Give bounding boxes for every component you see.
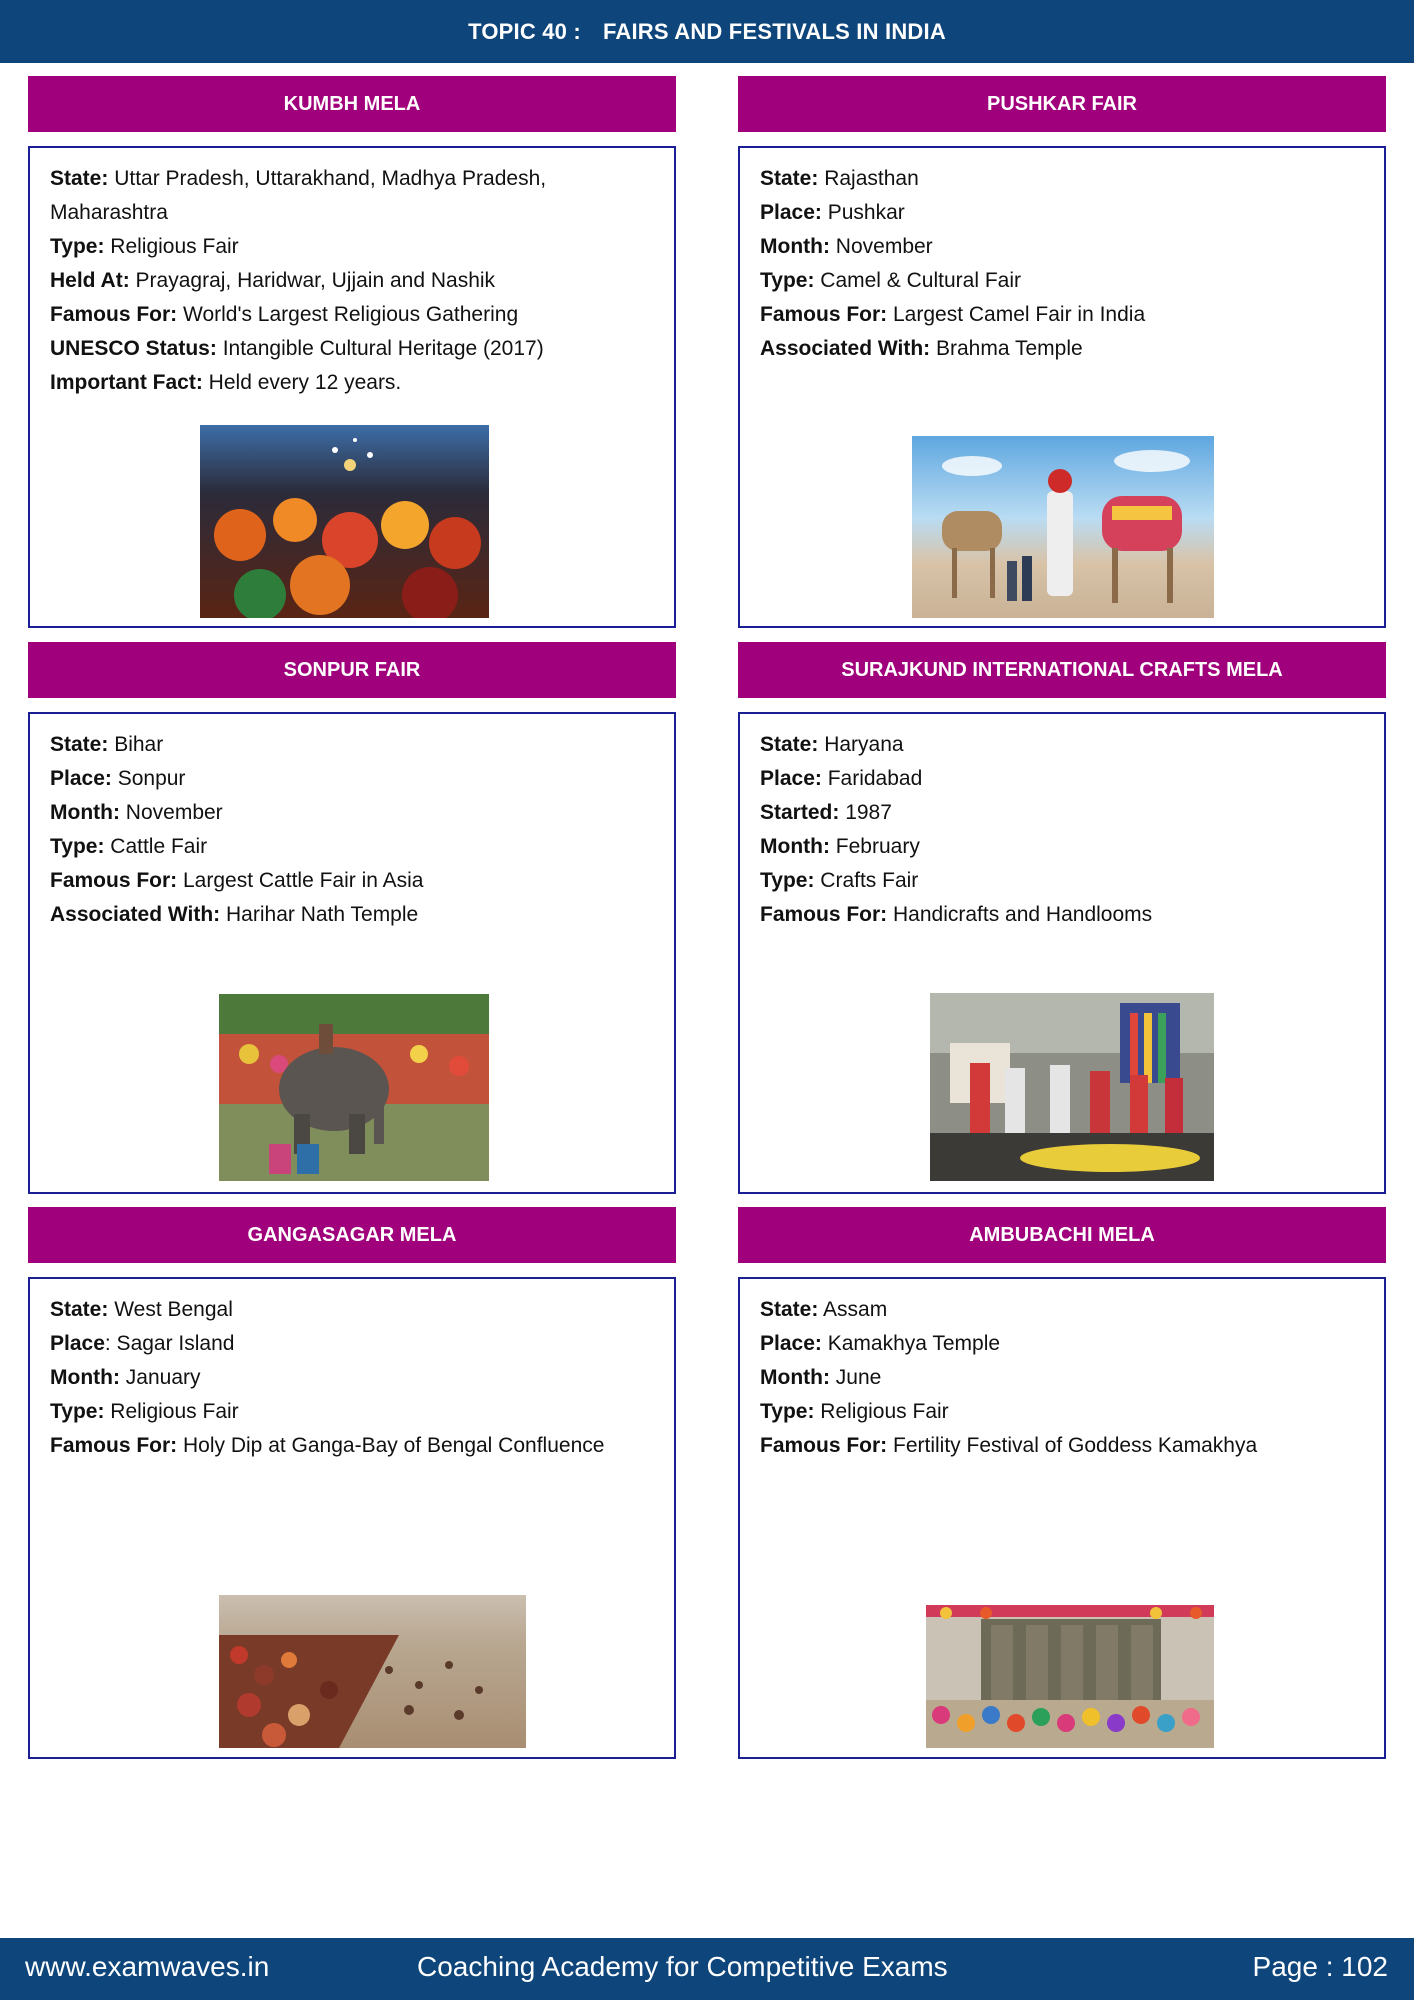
- fact-key: Place:: [50, 767, 112, 790]
- fact-state: [760, 728, 1354, 762]
- fact-place: [50, 1327, 644, 1361]
- fact-list: [50, 728, 644, 932]
- fact-key: State:: [760, 167, 819, 190]
- fact-value: World's Largest Religious Gathering: [177, 303, 519, 326]
- fact-value: Haryana: [818, 733, 904, 756]
- fact-key: Month:: [760, 1366, 830, 1389]
- fact-key: Famous For:: [50, 303, 178, 326]
- fact-place: [760, 762, 1354, 796]
- fact-type: [760, 1395, 1354, 1429]
- footer-website-link[interactable]: www.examwaves.in: [25, 1951, 270, 1982]
- fact-state: [50, 162, 644, 230]
- fact-value: Crafts Fair: [814, 869, 919, 892]
- fact-value: Kamakhya Temple: [821, 1332, 1001, 1355]
- fact-state: [760, 162, 1354, 196]
- fact-value: Religious Fair: [104, 1400, 239, 1423]
- section-header-surajkund-mela: [738, 642, 1386, 698]
- fact-key: Famous For:: [760, 303, 888, 326]
- fact-value: Pushkar: [821, 201, 905, 224]
- fact-value: June: [829, 1366, 882, 1389]
- fact-value: : Sagar Island: [104, 1332, 235, 1355]
- fact-value: Harihar Nath Temple: [220, 903, 419, 926]
- fact-key: State:: [760, 733, 819, 756]
- info-card-ambubachi-mela: [738, 1277, 1386, 1759]
- fact-value: Prayagraj, Haridwar, Ujjain and Nashik: [129, 269, 496, 292]
- fact-month: [50, 1361, 644, 1395]
- fact-key: Famous For:: [50, 869, 178, 892]
- kumbh-mela-crowd-photo: [200, 425, 489, 618]
- fact-value: Uttar Pradesh, Uttarakhand, Madhya Pradesh, Maharashtra: [50, 167, 547, 224]
- fact-associated-with: [50, 898, 644, 932]
- section-title: PUSHKAR FAIR: [986, 92, 1137, 115]
- fact-unesco-status: [50, 332, 644, 366]
- fact-key: Month:: [760, 835, 830, 858]
- info-card-sonpur-fair: [28, 712, 676, 1194]
- fact-famous-for: [760, 298, 1354, 332]
- fact-value: 1987: [839, 801, 892, 824]
- section-title: AMBUBACHI MELA: [969, 1223, 1155, 1246]
- info-card-pushkar-fair: [738, 146, 1386, 628]
- fact-value: Camel & Cultural Fair: [814, 269, 1022, 292]
- fact-list: [760, 728, 1354, 932]
- fact-type: [50, 830, 644, 864]
- fact-key: State:: [50, 167, 109, 190]
- fact-key: Place: [50, 1332, 105, 1355]
- fact-key: Important Fact:: [50, 371, 203, 394]
- fact-type: [50, 230, 644, 264]
- fact-value: Brahma Temple: [930, 337, 1083, 360]
- fact-key: Month:: [50, 801, 120, 824]
- fact-key: Type:: [50, 235, 105, 258]
- fact-value: Faridabad: [821, 767, 923, 790]
- fact-key: Started:: [760, 801, 840, 824]
- fact-key: State:: [50, 733, 109, 756]
- fact-value: West Bengal: [108, 1298, 233, 1321]
- fact-place: [50, 762, 644, 796]
- section-header-ambubachi-mela: [738, 1207, 1386, 1263]
- section-header-pushkar-fair: [738, 76, 1386, 132]
- fact-key: Type:: [760, 869, 815, 892]
- fact-value: Handicrafts and Handlooms: [887, 903, 1153, 926]
- fact-value: November: [119, 801, 223, 824]
- surajkund-dancers-photo: [930, 993, 1214, 1181]
- footer-bar: [0, 1938, 1414, 2000]
- fact-value: November: [829, 235, 933, 258]
- fact-key: Type:: [50, 1400, 105, 1423]
- fact-key: Famous For:: [760, 1434, 888, 1457]
- info-card-surajkund-mela: [738, 712, 1386, 1194]
- fact-key: Month:: [760, 235, 830, 258]
- section-title: SURAJKUND INTERNATIONAL CRAFTS MELA: [841, 658, 1283, 681]
- fact-place: [760, 1327, 1354, 1361]
- fact-type: [760, 264, 1354, 298]
- fact-held-at: [50, 264, 644, 298]
- pushkar-camel-photo: [912, 436, 1214, 618]
- fact-key: Place:: [760, 767, 822, 790]
- fact-key: Place:: [760, 1332, 822, 1355]
- fact-state: [760, 1293, 1354, 1327]
- fact-value: Bihar: [108, 733, 164, 756]
- fact-key: Month:: [50, 1366, 120, 1389]
- fact-value: Largest Cattle Fair in Asia: [177, 869, 424, 892]
- fact-type: [760, 864, 1354, 898]
- section-header-gangasagar-mela: [28, 1207, 676, 1263]
- page-title: FAIRS AND FESTIVALS IN INDIA: [602, 18, 946, 44]
- fact-list: [760, 1293, 1354, 1463]
- fact-value: Cattle Fair: [104, 835, 208, 858]
- page-number: Page : 102: [1252, 1951, 1388, 1982]
- fact-key: Associated With:: [760, 337, 931, 360]
- fact-key: State:: [50, 1298, 109, 1321]
- fact-value: Religious Fair: [814, 1400, 949, 1423]
- fact-state: [50, 728, 644, 762]
- topic-header-bar: [0, 0, 1414, 63]
- fact-key: Famous For:: [760, 903, 888, 926]
- fact-famous-for: [50, 298, 644, 332]
- section-title: KUMBH MELA: [283, 92, 421, 115]
- fact-value: Largest Camel Fair in India: [887, 303, 1146, 326]
- fact-started: [760, 796, 1354, 830]
- fact-month: [760, 1361, 1354, 1395]
- fact-value: February: [829, 835, 920, 858]
- fact-list: [50, 1293, 644, 1463]
- fact-associated-with: [760, 332, 1354, 366]
- info-card-gangasagar-mela: [28, 1277, 676, 1759]
- fact-place: [760, 196, 1354, 230]
- fact-important-fact: [50, 366, 644, 400]
- fact-key: Place:: [760, 201, 822, 224]
- topic-number: TOPIC 40 :: [468, 18, 581, 44]
- fact-type: [50, 1395, 644, 1429]
- footer-tagline: Coaching Academy for Competitive Exams: [417, 1951, 948, 1982]
- fact-list: [50, 162, 644, 400]
- fact-key: Type:: [50, 835, 105, 858]
- fact-value: Rajasthan: [818, 167, 919, 190]
- info-card-kumbh-mela: [28, 146, 676, 628]
- fact-key: Associated With:: [50, 903, 221, 926]
- fact-month: [50, 796, 644, 830]
- fact-famous-for: [760, 1429, 1354, 1463]
- fact-value: Intangible Cultural Heritage (2017): [216, 337, 544, 360]
- section-header-sonpur-fair: [28, 642, 676, 698]
- fact-state: [50, 1293, 644, 1327]
- gangasagar-bathers-photo: [219, 1595, 526, 1748]
- fact-value: Sonpur: [111, 767, 186, 790]
- fact-value: Holy Dip at Ganga-Bay of Bengal Confluence: [177, 1434, 605, 1457]
- fact-key: State:: [760, 1298, 819, 1321]
- fact-value: Fertility Festival of Goddess Kamakhya: [887, 1434, 1258, 1457]
- section-title: SONPUR FAIR: [283, 658, 421, 681]
- section-title: GANGASAGAR MELA: [247, 1223, 457, 1246]
- fact-value: Held every 12 years.: [202, 371, 402, 394]
- fact-famous-for: [50, 1429, 644, 1463]
- kamakhya-temple-photo: [926, 1605, 1214, 1748]
- section-header-kumbh-mela: [28, 76, 676, 132]
- fact-key: Type:: [760, 269, 815, 292]
- fact-key: Type:: [760, 1400, 815, 1423]
- fact-month: [760, 830, 1354, 864]
- fact-key: Famous For:: [50, 1434, 178, 1457]
- sonpur-elephant-photo: [219, 994, 489, 1181]
- fact-key: UNESCO Status:: [50, 337, 217, 360]
- fact-value: Assam: [818, 1298, 888, 1321]
- fact-value: Religious Fair: [104, 235, 239, 258]
- fact-key: Held At:: [50, 269, 130, 292]
- fact-month: [760, 230, 1354, 264]
- fact-famous-for: [50, 864, 644, 898]
- fact-value: January: [119, 1366, 201, 1389]
- fact-list: [760, 162, 1354, 366]
- fact-famous-for: [760, 898, 1354, 932]
